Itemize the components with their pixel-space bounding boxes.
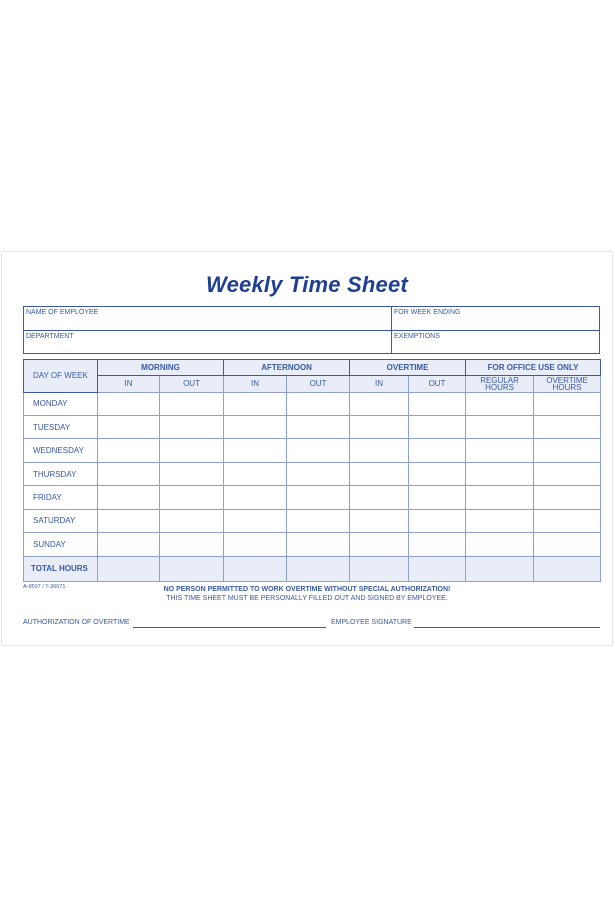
total-cell[interactable]	[534, 556, 601, 581]
time-entry-cell[interactable]	[534, 416, 601, 439]
time-entry-cell[interactable]	[98, 533, 160, 556]
out-header: OUT	[160, 376, 224, 392]
afternoon-header: AFTERNOON	[224, 360, 350, 376]
overtime-header: OVERTIME	[350, 360, 466, 376]
total-hours-label: TOTAL HOURS	[24, 556, 98, 581]
hours-table	[23, 359, 601, 582]
time-entry-cell[interactable]	[466, 439, 534, 462]
time-entry-cell[interactable]	[534, 509, 601, 532]
total-cell[interactable]	[409, 556, 466, 581]
day-label: WEDNESDAY	[24, 439, 98, 462]
time-entry-cell[interactable]	[160, 392, 224, 415]
time-entry-cell[interactable]	[534, 439, 601, 462]
time-entry-cell[interactable]	[98, 462, 160, 485]
time-entry-cell[interactable]	[224, 486, 287, 509]
time-entry-cell[interactable]	[224, 439, 287, 462]
time-entry-cell[interactable]	[160, 486, 224, 509]
time-entry-cell[interactable]	[287, 392, 350, 415]
time-entry-cell[interactable]	[224, 533, 287, 556]
day-label: SUNDAY	[24, 533, 98, 556]
time-entry-cell[interactable]	[287, 439, 350, 462]
day-row	[24, 533, 601, 556]
time-entry-cell[interactable]	[350, 533, 409, 556]
day-row	[24, 392, 601, 415]
divider	[24, 330, 599, 331]
notice	[2, 585, 612, 603]
exemptions-field[interactable]: EXEMPTIONS	[394, 333, 440, 340]
time-entry-cell[interactable]	[287, 533, 350, 556]
time-entry-cell[interactable]	[160, 439, 224, 462]
department-field[interactable]: DEPARTMENT	[26, 333, 74, 340]
out-header: OUT	[409, 376, 466, 392]
form-code: A-9507 / T-30071	[23, 584, 66, 590]
time-entry-cell[interactable]	[350, 439, 409, 462]
time-entry-cell[interactable]	[350, 462, 409, 485]
time-entry-cell[interactable]	[98, 439, 160, 462]
total-cell[interactable]	[160, 556, 224, 581]
employee-info-box	[23, 306, 600, 354]
day-label: TUESDAY	[24, 416, 98, 439]
time-entry-cell[interactable]	[466, 392, 534, 415]
time-entry-cell[interactable]	[160, 509, 224, 532]
authorization-label: AUTHORIZATION OF OVERTIME	[23, 619, 130, 626]
signing-instruction: THIS TIME SHEET MUST BE PERSONALLY FILLED OUT AND SIGNED BY EMPLOYEE.	[166, 595, 448, 602]
time-entry-cell[interactable]	[98, 486, 160, 509]
day-rows	[24, 392, 601, 556]
overtime-hours-header: OVERTIME HOURS	[534, 376, 601, 392]
week-ending-field[interactable]: FOR WEEK ENDING	[394, 309, 461, 316]
time-entry-cell[interactable]	[409, 392, 466, 415]
morning-header: MORNING	[98, 360, 224, 376]
day-label: SATURDAY	[24, 509, 98, 532]
in-header: IN	[98, 376, 160, 392]
out-header: OUT	[287, 376, 350, 392]
time-entry-cell[interactable]	[466, 486, 534, 509]
day-of-week-header: DAY OF WEEK	[24, 360, 98, 393]
time-entry-cell[interactable]	[534, 533, 601, 556]
in-header: IN	[350, 376, 409, 392]
day-row	[24, 509, 601, 532]
time-entry-cell[interactable]	[409, 416, 466, 439]
time-entry-cell[interactable]	[409, 462, 466, 485]
divider	[391, 307, 392, 353]
day-label: MONDAY	[24, 392, 98, 415]
time-entry-cell[interactable]	[224, 462, 287, 485]
time-entry-cell[interactable]	[350, 392, 409, 415]
time-entry-cell[interactable]	[534, 462, 601, 485]
day-label: FRIDAY	[24, 486, 98, 509]
time-entry-cell[interactable]	[287, 416, 350, 439]
time-entry-cell[interactable]	[224, 509, 287, 532]
overtime-warning: NO PERSON PERMITTED TO WORK OVERTIME WITHOUT SPECIAL AUTHORIZATION!	[163, 586, 451, 593]
time-entry-cell[interactable]	[350, 486, 409, 509]
time-entry-cell[interactable]	[287, 509, 350, 532]
time-entry-cell[interactable]	[409, 486, 466, 509]
employee-signature-line[interactable]	[414, 627, 600, 628]
day-row	[24, 462, 601, 485]
authorization-signature-line[interactable]	[133, 627, 326, 628]
time-entry-cell[interactable]	[98, 509, 160, 532]
time-entry-cell[interactable]	[466, 462, 534, 485]
time-entry-cell[interactable]	[409, 509, 466, 532]
time-sheet-form	[1, 251, 613, 646]
in-header: IN	[224, 376, 287, 392]
time-entry-cell[interactable]	[224, 416, 287, 439]
day-row	[24, 486, 601, 509]
form-title: Weekly Time Sheet	[206, 272, 408, 297]
employee-signature-label: EMPLOYEE SIGNATURE	[331, 619, 412, 626]
regular-hours-header: REGULAR HOURS	[466, 376, 534, 392]
time-entry-cell[interactable]	[287, 486, 350, 509]
total-cell[interactable]	[98, 556, 160, 581]
time-entry-cell[interactable]	[409, 533, 466, 556]
total-cell[interactable]	[287, 556, 350, 581]
office-use-header: FOR OFFICE USE ONLY	[466, 360, 601, 376]
time-entry-cell[interactable]	[409, 439, 466, 462]
time-entry-cell[interactable]	[160, 462, 224, 485]
total-cell[interactable]	[350, 556, 409, 581]
time-entry-cell[interactable]	[534, 392, 601, 415]
employee-name-field[interactable]: NAME OF EMPLOYEE	[26, 309, 99, 316]
time-entry-cell[interactable]	[350, 416, 409, 439]
time-entry-cell[interactable]	[287, 462, 350, 485]
total-cell[interactable]	[224, 556, 287, 581]
day-row	[24, 439, 601, 462]
time-entry-cell[interactable]	[466, 533, 534, 556]
time-entry-cell[interactable]	[98, 392, 160, 415]
time-entry-cell[interactable]	[160, 533, 224, 556]
time-entry-cell[interactable]	[224, 392, 287, 415]
time-entry-cell[interactable]	[98, 416, 160, 439]
day-label: THURSDAY	[24, 462, 98, 485]
total-cell[interactable]	[466, 556, 534, 581]
time-entry-cell[interactable]	[160, 416, 224, 439]
time-entry-cell[interactable]	[534, 486, 601, 509]
time-entry-cell[interactable]	[350, 509, 409, 532]
day-row	[24, 416, 601, 439]
time-entry-cell[interactable]	[466, 416, 534, 439]
time-entry-cell[interactable]	[466, 509, 534, 532]
